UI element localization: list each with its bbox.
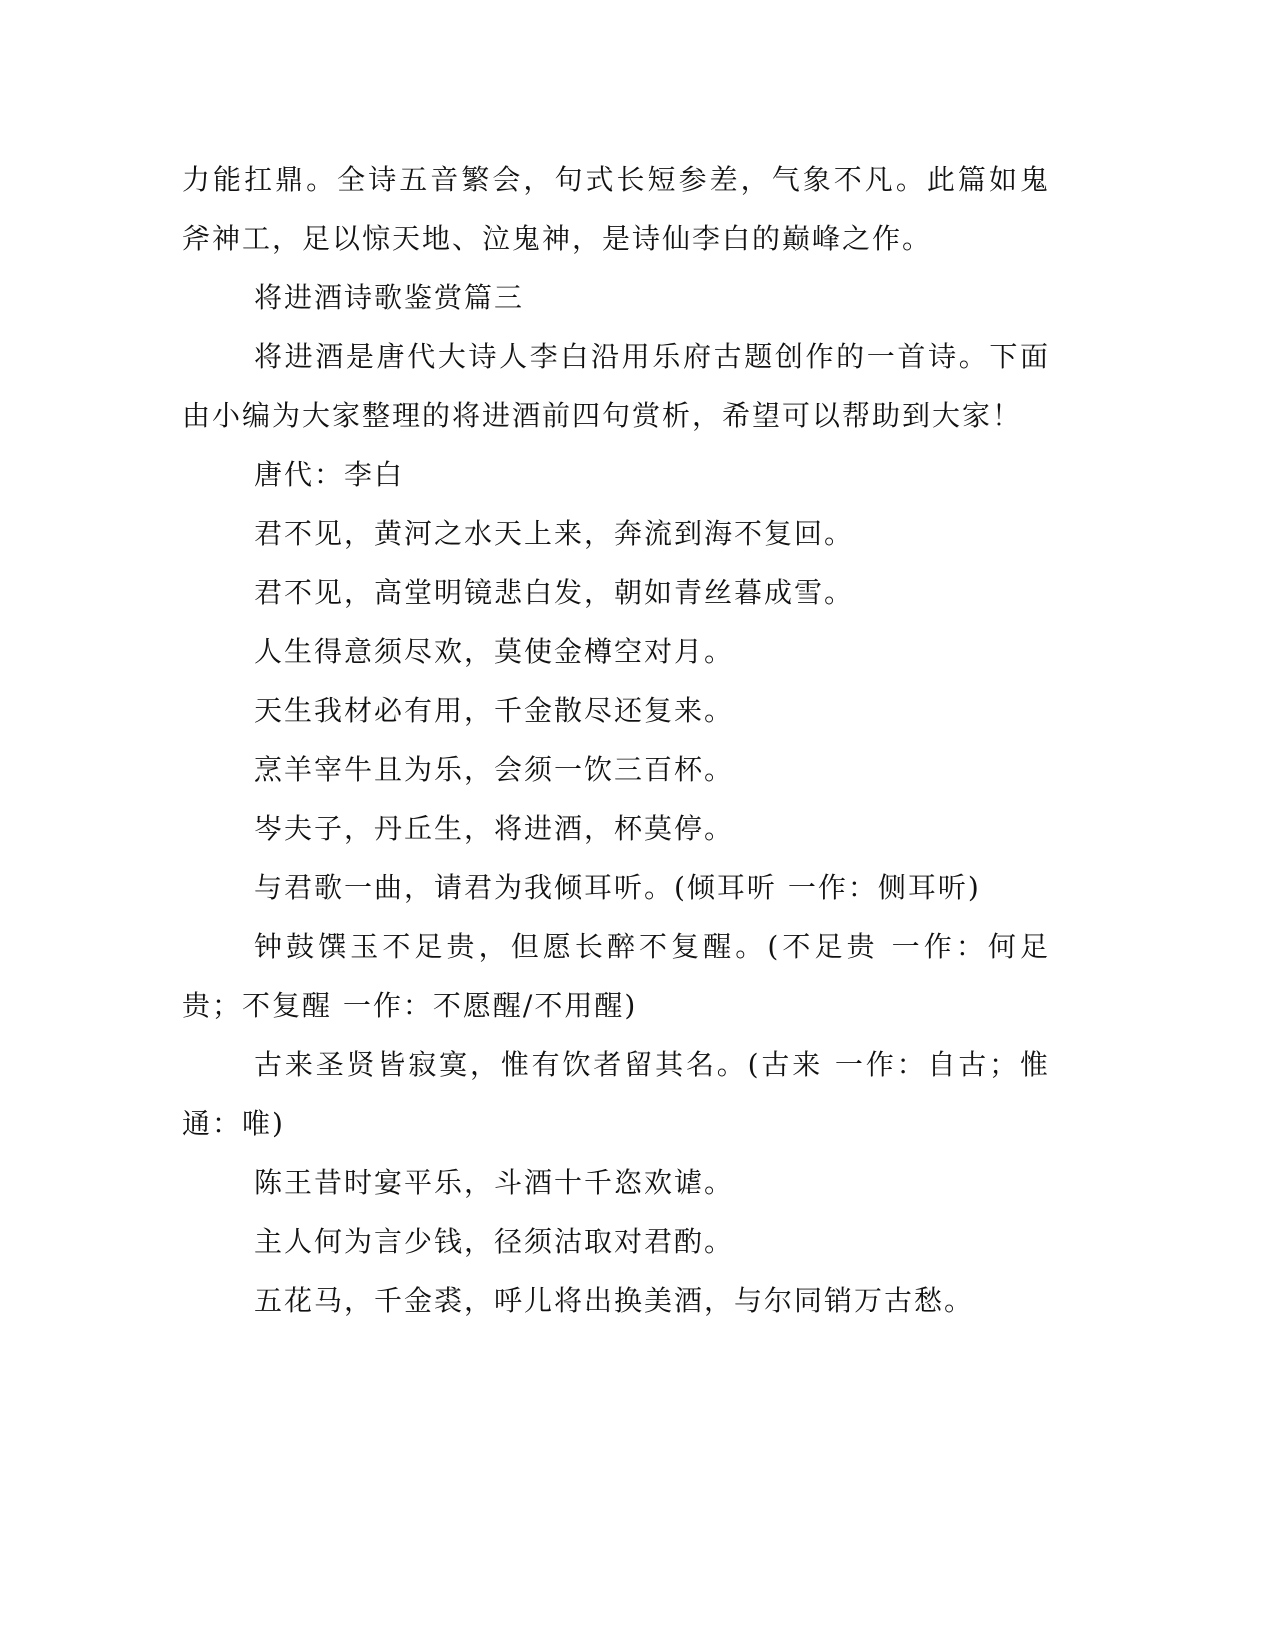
- poem-line: 岑夫子，丹丘生，将进酒，杯莫停。: [254, 812, 735, 845]
- paragraph-continuation: 力能扛鼎。全诗五音繁会，句式长短参差，气象不凡。此篇如鬼斧神工，足以惊天地、泣鬼神，是诗仙李白的巅峰之作。: [182, 163, 1050, 255]
- poem-line: 君不见，黄河之水天上来，奔流到海不复回。: [254, 517, 855, 550]
- poem-line: 主人何为言少钱，径须沽取对君酌。: [254, 1225, 735, 1258]
- poem-line: 与君歌一曲，请君为我倾耳听。(倾耳听 一作：侧耳听): [254, 871, 981, 904]
- poem-line: 人生得意须尽欢，莫使金樽空对月。: [254, 635, 735, 668]
- poem-line: 五花马，千金裘，呼儿将出换美酒，与尔同销万古愁。: [254, 1284, 975, 1317]
- poem-line: 陈王昔时宴平乐，斗酒十千恣欢谑。: [254, 1166, 735, 1199]
- poem-line: 君不见，高堂明镜悲白发，朝如青丝暮成雪。: [254, 576, 855, 609]
- poem-line: 钟鼓馔玉不足贵，但愿长醉不复醒。(不足贵 一作：何足贵；不复醒 一作：不愿醒/不用醒): [182, 930, 1050, 1022]
- document-body: [182, 150, 1050, 1330]
- poem-line: 古来圣贤皆寂寞，惟有饮者留其名。(古来 一作：自古；惟 通：唯): [182, 1048, 1050, 1140]
- poem-line: 烹羊宰牛且为乐，会须一饮三百杯。: [254, 753, 735, 786]
- poem-author: 唐代：李白: [254, 458, 405, 491]
- intro-paragraph: 将进酒是唐代大诗人李白沿用乐府古题创作的一首诗。下面由小编为大家整理的将进酒前四句赏析，希望可以帮助到大家！: [182, 340, 1050, 432]
- poem-line: 天生我材必有用，千金散尽还复来。: [254, 694, 735, 727]
- section-heading: 将进酒诗歌鉴赏篇三: [254, 281, 525, 314]
